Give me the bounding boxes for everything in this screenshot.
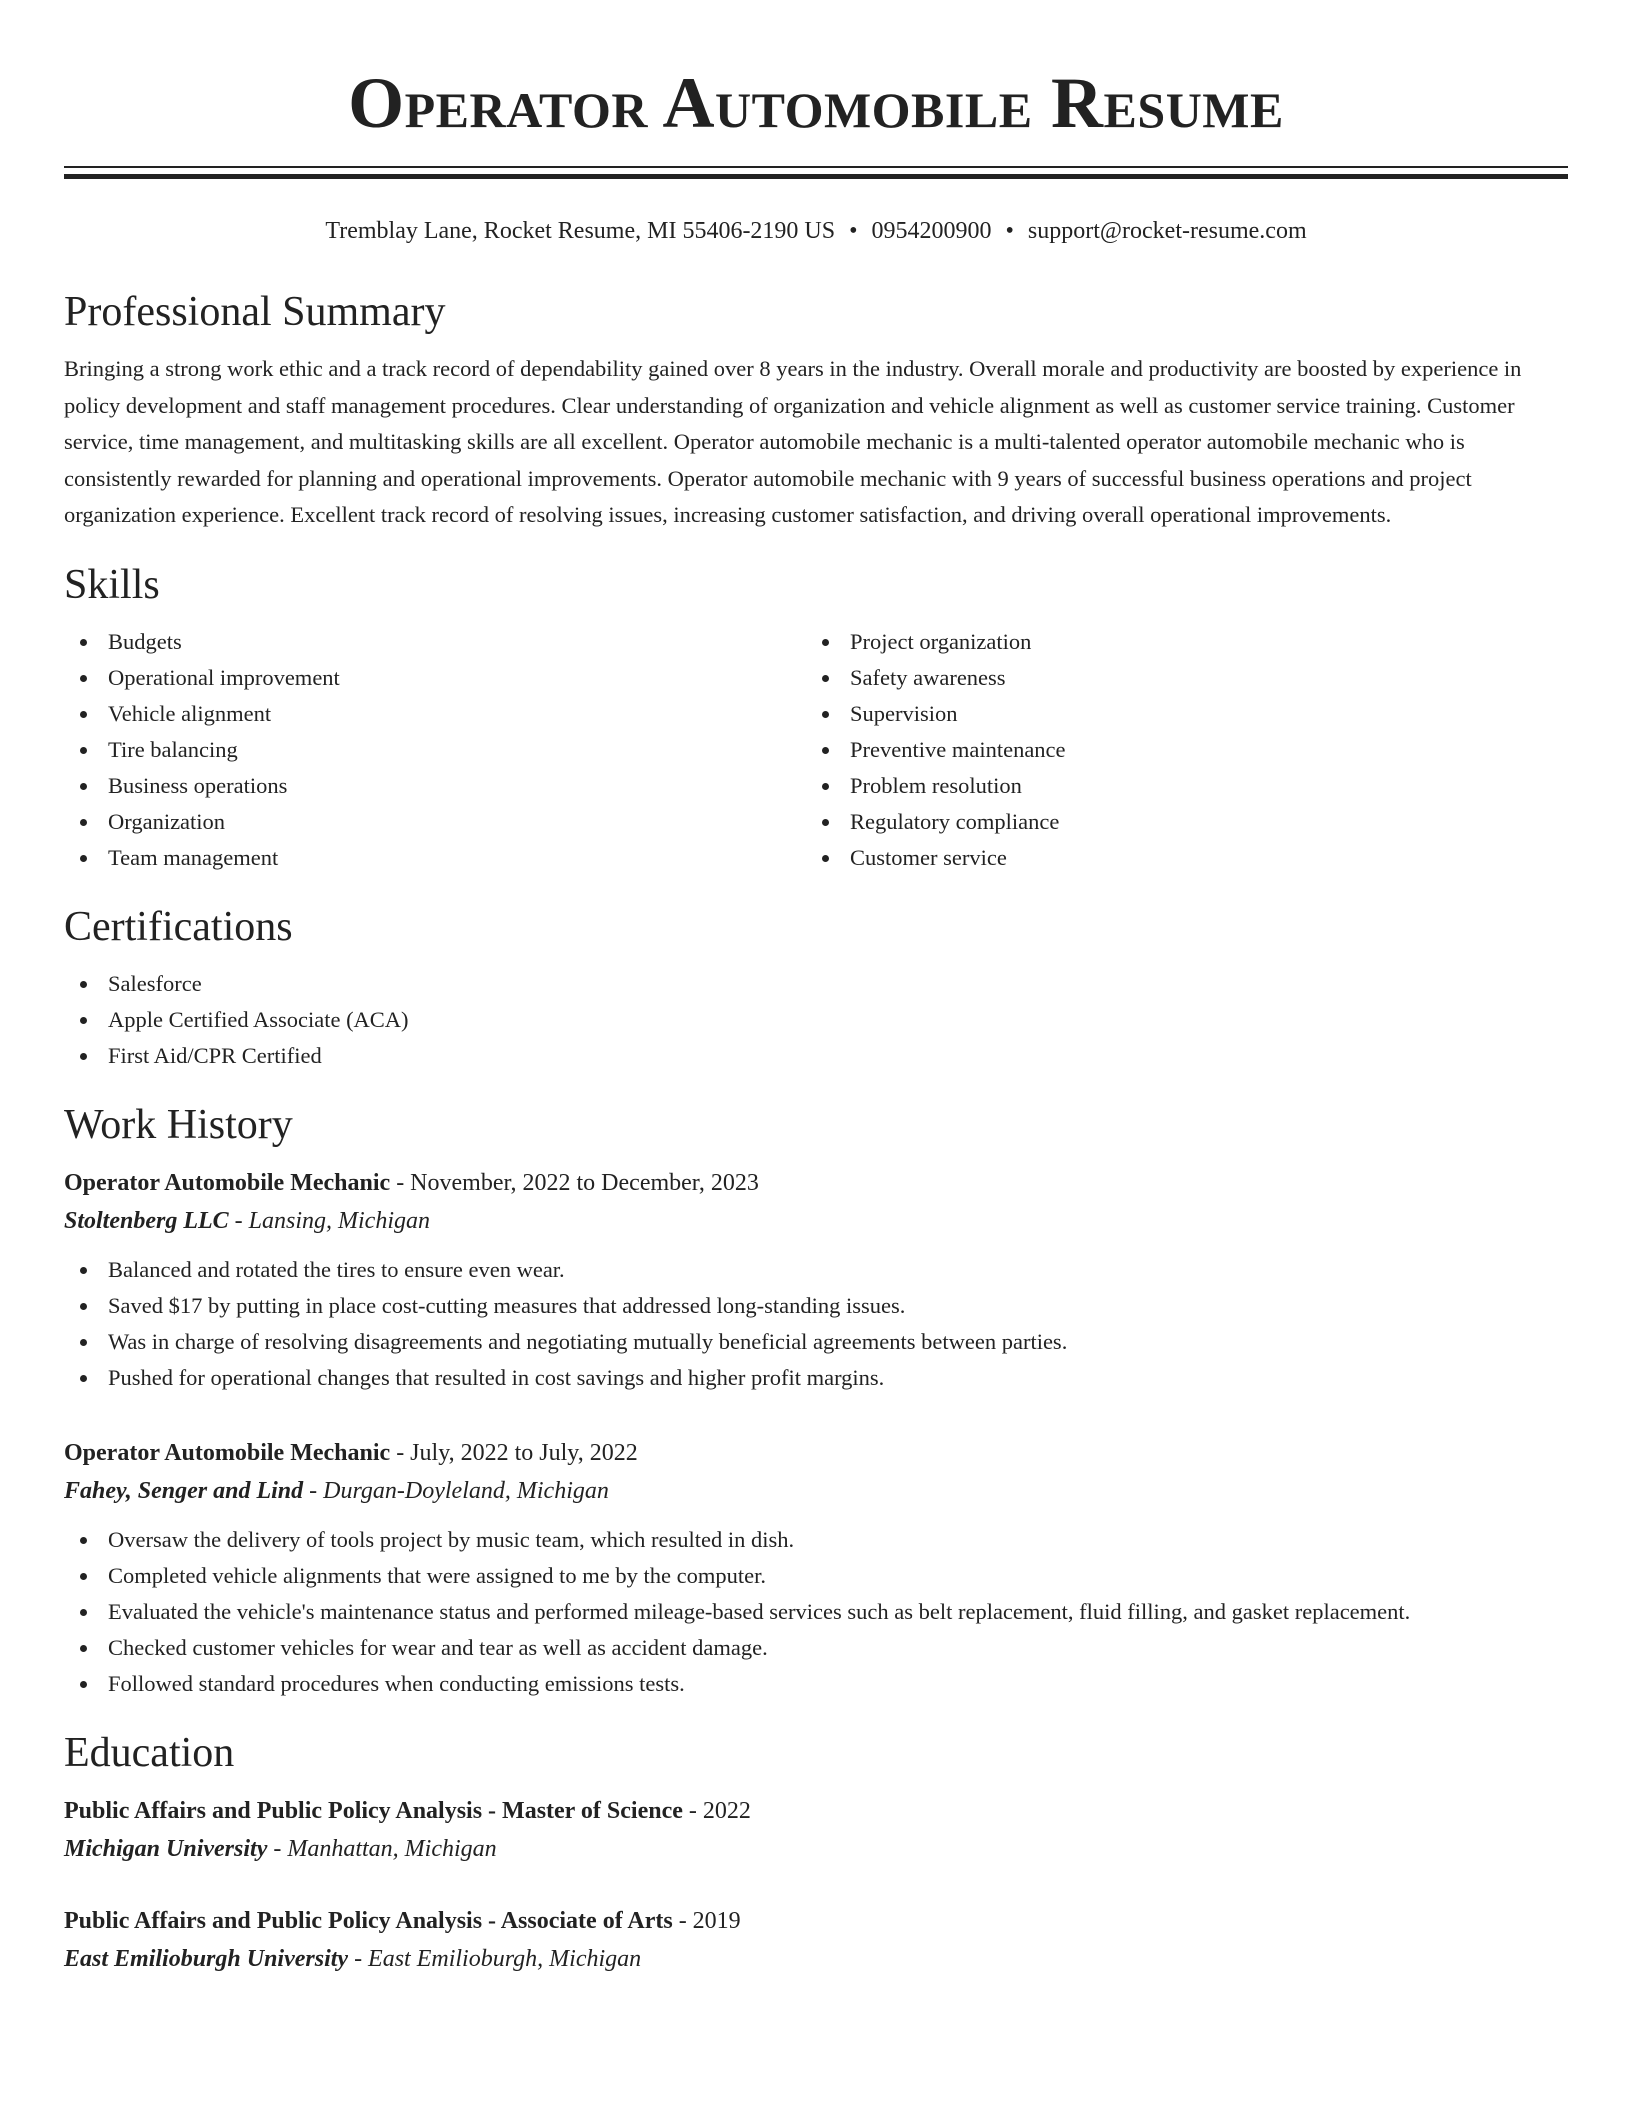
education-degree: Public Affairs and Public Policy Analysis - Associate of Arts: [64, 1907, 673, 1934]
certifications-list: [64, 966, 1568, 1074]
education-year: - 2019: [678, 1907, 741, 1934]
job-duty: Saved $17 by putting in place cost-cutting measures that addressed long-standing issues.: [64, 1288, 1568, 1324]
job-entry: [64, 1434, 1568, 1702]
skill-item: Regulatory compliance: [806, 804, 1548, 840]
job-header: [64, 1434, 1568, 1472]
skill-item: Preventive maintenance: [806, 732, 1548, 768]
education-school-line: [64, 1940, 1568, 1978]
title-rule-thick: [64, 174, 1568, 179]
skill-item: Project organization: [806, 624, 1548, 660]
contact-phone: 0954200900: [871, 218, 992, 244]
education-location: - East Emilioburgh, Michigan: [354, 1945, 642, 1972]
skill-item: Budgets: [64, 624, 806, 660]
job-duty: Completed vehicle alignments that were assigned to me by the computer.: [64, 1558, 1568, 1594]
certifications-heading: Certifications: [64, 903, 293, 950]
skill-item: Organization: [64, 804, 806, 840]
skill-item: Business operations: [64, 768, 806, 804]
certification-item: Apple Certified Associate (ACA): [64, 1002, 1568, 1038]
contact-separator: •: [1005, 218, 1014, 244]
job-company: Stoltenberg LLC: [64, 1207, 229, 1234]
resume-title: Operator Automobile Resume: [348, 63, 1284, 143]
skill-item: Problem resolution: [806, 768, 1548, 804]
job-employer: [64, 1202, 1568, 1240]
education-entry: [64, 1792, 1568, 1868]
skill-item: Tire balancing: [64, 732, 806, 768]
contact-address: Tremblay Lane, Rocket Resume, MI 55406-2190 US: [325, 218, 836, 244]
skills-columns: [64, 624, 1568, 876]
job-location: - Durgan-Doyleland, Michigan: [309, 1477, 609, 1504]
job-header: [64, 1164, 1568, 1202]
job-entry: [64, 1164, 1568, 1396]
education-entry: [64, 1902, 1568, 1978]
job-duties-list: [64, 1252, 1568, 1396]
skills-list-left: [64, 624, 806, 876]
skills-list-right: [806, 624, 1548, 876]
job-duty: Balanced and rotated the tires to ensure even wear.: [64, 1252, 1568, 1288]
contact-separator: •: [849, 218, 858, 244]
job-company: Fahey, Senger and Lind: [64, 1477, 304, 1504]
job-title: Operator Automobile Mechanic: [64, 1439, 391, 1466]
education-heading: Education: [64, 1729, 235, 1776]
skills-heading: Skills: [64, 561, 160, 608]
summary-text: Bringing a strong work ethic and a track record of dependability gained over 8 years in the industry. Overall morale and productivity are boosted by experience in policy development and staff management procedures. Clear understanding of organization and vehicle alignment as well as customer service training. Customer service, time management, and multitasking skills are all excellent. Operator automobile mechanic is a multi-talented operator automobile mechanic who is consistently rewarded for planning and operational improvements. Operator automobile mechanic with 9 years of successful business operations and project organization experience. Excellent track record of resolving issues, increasing customer satisfaction, and driving overall operational improvements.: [64, 356, 1522, 527]
education-school-line: [64, 1830, 1568, 1868]
education-location: - Manhattan, Michigan: [273, 1835, 497, 1862]
education-degree: Public Affairs and Public Policy Analysis - Master of Science: [64, 1797, 683, 1824]
skill-item: Safety awareness: [806, 660, 1548, 696]
education-school: East Emilioburgh University: [64, 1945, 349, 1972]
skill-item: Vehicle alignment: [64, 696, 806, 732]
job-title: Operator Automobile Mechanic: [64, 1169, 391, 1196]
job-duty: Pushed for operational changes that resulted in cost savings and higher profit margins.: [64, 1360, 1568, 1396]
title-rule-thin: [64, 166, 1568, 168]
job-duty: Evaluated the vehicle's maintenance status and performed mileage-based services such as belt replacement, fluid filling, and gasket replacement.: [64, 1594, 1568, 1630]
work-history-heading: Work History: [64, 1101, 293, 1148]
education-header: [64, 1792, 1568, 1830]
certification-item: Salesforce: [64, 966, 1568, 1002]
contact-email[interactable]: support@rocket-resume.com: [1027, 218, 1307, 244]
job-dates: - July, 2022 to July, 2022: [396, 1439, 638, 1466]
job-duties-list: [64, 1522, 1568, 1702]
job-duty: Checked customer vehicles for wear and tear as well as accident damage.: [64, 1630, 1568, 1666]
job-employer: [64, 1472, 1568, 1510]
job-location: - Lansing, Michigan: [234, 1207, 430, 1234]
job-duty: Followed standard procedures when conducting emissions tests.: [64, 1666, 1568, 1702]
job-duty: Oversaw the delivery of tools project by music team, which resulted in dish.: [64, 1522, 1568, 1558]
education-school: Michigan University: [64, 1835, 268, 1862]
job-dates: - November, 2022 to December, 2023: [396, 1169, 759, 1196]
summary-heading: Professional Summary: [64, 289, 446, 335]
education-header: [64, 1902, 1568, 1940]
skill-item: Customer service: [806, 840, 1548, 876]
contact-line: [64, 215, 1568, 247]
skill-item: Team management: [64, 840, 806, 876]
certification-item: First Aid/CPR Certified: [64, 1038, 1568, 1074]
skill-item: Operational improvement: [64, 660, 806, 696]
job-duty: Was in charge of resolving disagreements and negotiating mutually beneficial agreements between parties.: [64, 1324, 1568, 1360]
education-year: - 2022: [688, 1797, 751, 1824]
skill-item: Supervision: [806, 696, 1548, 732]
